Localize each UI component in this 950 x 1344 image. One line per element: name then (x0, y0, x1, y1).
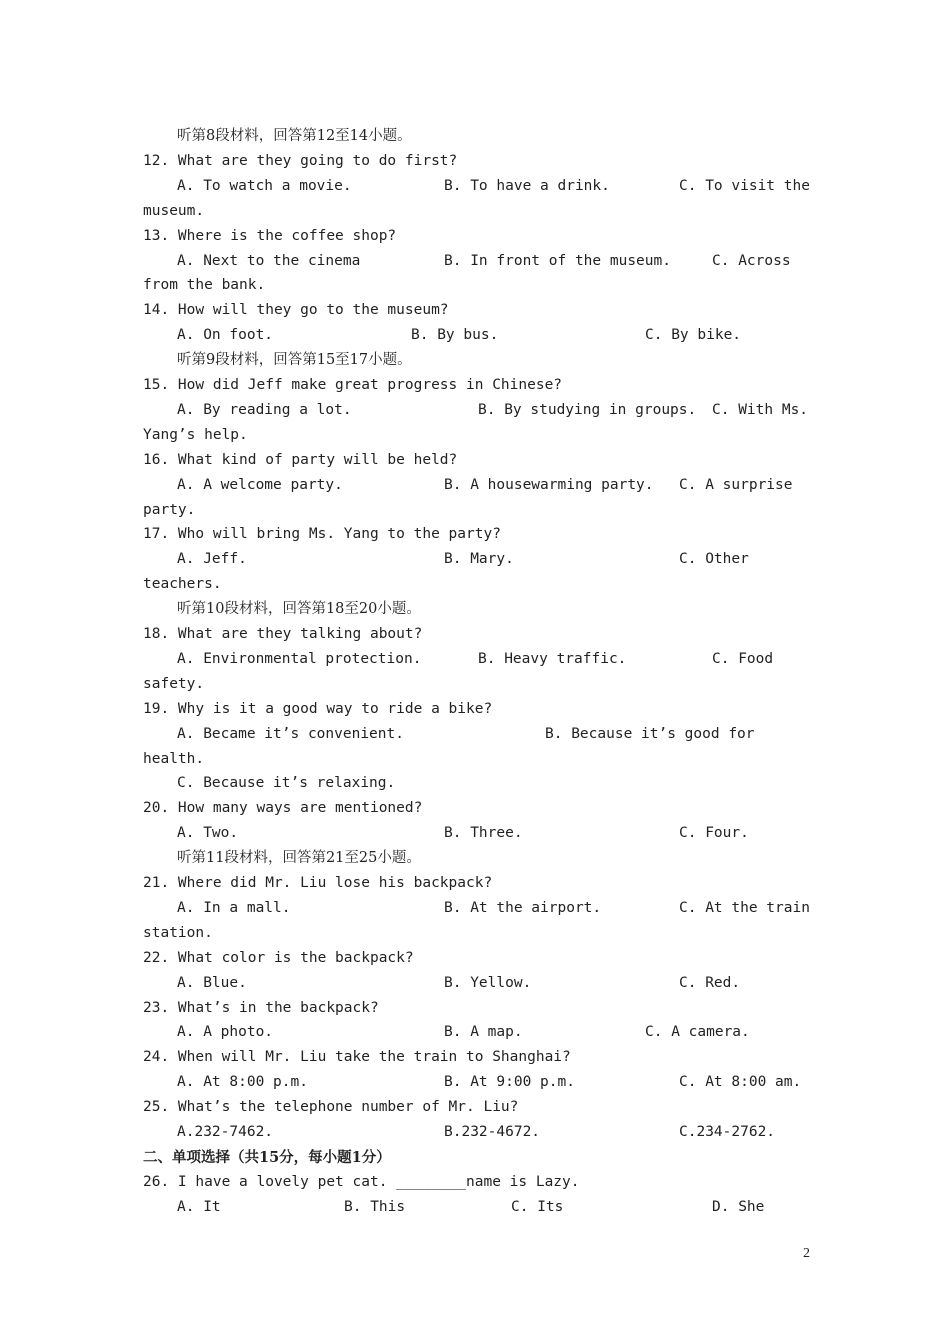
options-row (0, 1020, 950, 1045)
option-a: A. By reading a lot. (177, 401, 352, 418)
options-row (0, 323, 950, 348)
question-stem: 22. What color is the backpack? (143, 949, 414, 966)
option-a: A. Became it’s convenient. (177, 725, 404, 742)
option-a: A. At 8:00 p.m. (177, 1074, 308, 1091)
option-b: B. Three. (444, 825, 523, 842)
options-row (0, 1070, 950, 1095)
question-stem: 16. What kind of party will be held? (143, 451, 458, 468)
option-b: B. A housewarming party. (444, 476, 654, 493)
question-stem: 23. What’s in the backpack? (143, 999, 379, 1016)
option-a: A. On foot. (177, 327, 274, 344)
option-continuation: station. (143, 924, 213, 941)
option-d: D. She (712, 1198, 765, 1215)
options-row (0, 1195, 950, 1220)
option-a: A. Next to the cinema (177, 252, 361, 269)
options-row (0, 174, 950, 199)
options-row (0, 821, 950, 846)
option-c: C. A camera. (645, 1024, 750, 1041)
option-c: C. Across (712, 252, 791, 269)
question-stem: 20. How many ways are mentioned? (143, 800, 423, 817)
option-c: C. Red. (679, 974, 741, 991)
option-a: A. Blue. (177, 974, 247, 991)
option-c: C. At 8:00 am. (679, 1074, 802, 1091)
question-stem: 15. How did Jeff make great progress in Chinese? (143, 377, 563, 393)
option-continuation: Yang’s help. (143, 426, 248, 443)
option-a: A. A welcome party. (177, 476, 343, 493)
option-continuation: from the bank. (143, 277, 266, 294)
option-a: A. Environmental protection. (177, 650, 422, 667)
question-stem: 21. Where did Mr. Liu lose his backpack? (143, 875, 493, 891)
option-b: B. Yellow. (444, 974, 532, 991)
option-b: B. At the airport. (444, 899, 602, 916)
option-a: A. To watch a movie. (177, 177, 352, 194)
options-row (0, 771, 950, 796)
question-stem: 24. When will Mr. Liu take the train to Shanghai? (143, 1049, 571, 1066)
section-instruction: 听第9段材料，回答第15至17小题。 (177, 352, 412, 369)
option-b: B. A map. (444, 1024, 523, 1041)
option-c: C. Other (679, 551, 749, 568)
option-b: B. By bus. (411, 327, 499, 344)
options-row (0, 547, 950, 572)
option-b: B. This (344, 1198, 406, 1215)
option-a: A. A photo. (177, 1024, 274, 1041)
question-stem: 25. What’s the telephone number of Mr. Liu? (143, 1099, 519, 1116)
option-c: C. Its (511, 1198, 564, 1215)
question-stem: 26. I have a lovely pet cat. ________name is Lazy. (143, 1173, 580, 1190)
option-c: C.234-2762. (679, 1124, 776, 1140)
option-continuation: teachers. (143, 576, 222, 593)
option-c: C. With Ms. (712, 401, 809, 418)
option-c: C. A surprise (679, 476, 793, 493)
options-row (0, 398, 950, 423)
options-row (0, 647, 950, 672)
option-a: A. In a mall. (177, 899, 291, 916)
question-stem: 19. Why is it a good way to ride a bike? (143, 700, 493, 717)
option-a: A. Two. (177, 825, 239, 842)
section-instruction: 听第11段材料，回答第21至25小题。 (177, 850, 421, 867)
options-row (0, 1120, 950, 1145)
section-instruction: 听第8段材料，回答第12至14小题。 (177, 128, 412, 144)
options-row (0, 896, 950, 921)
options-row (0, 249, 950, 274)
option-a: A. Jeff. (177, 551, 247, 568)
options-row (0, 473, 950, 498)
option-b: B. Because it’s good for (545, 725, 755, 742)
options-row (0, 971, 950, 996)
option-continuation: party. (143, 501, 196, 518)
option-continuation: museum. (143, 202, 205, 219)
option-b: B. To have a drink. (444, 177, 610, 194)
option-a: A.232-7462. (177, 1124, 274, 1140)
option-b: B. By studying in groups. (478, 401, 697, 418)
option-continuation: health. (143, 750, 205, 767)
page-number: 2 (803, 1246, 810, 1261)
option-a: A. It (177, 1198, 221, 1215)
question-stem: 12. What are they going to do first? (143, 152, 458, 169)
question-stem: 17. Who will bring Ms. Yang to the party? (143, 526, 501, 543)
question-stem: 18. What are they talking about? (143, 626, 423, 642)
option-b: B. Mary. (444, 551, 514, 568)
option-b: B.232-4672. (444, 1124, 541, 1140)
option-continuation: safety. (143, 675, 205, 692)
option-c: C. Four. (679, 825, 749, 842)
option-a: C. Because it’s relaxing. (177, 775, 396, 792)
section-instruction: 听第10段材料，回答第18至20小题。 (177, 601, 421, 618)
question-stem: 14. How will they go to the museum? (143, 302, 449, 319)
options-row (0, 722, 950, 747)
option-c: C. At the train (679, 899, 810, 916)
question-stem: 13. Where is the coffee shop? (143, 227, 397, 244)
option-b: B. At 9:00 p.m. (444, 1074, 575, 1091)
option-c: C. Food (712, 650, 774, 667)
option-b: B. Heavy traffic. (478, 650, 627, 667)
option-b: B. In front of the museum. (444, 252, 671, 269)
section-heading: 二、单项选择（共15分，每小题1分） (143, 1148, 391, 1166)
option-c: C. To visit the (679, 177, 810, 194)
option-c: C. By bike. (645, 327, 742, 344)
